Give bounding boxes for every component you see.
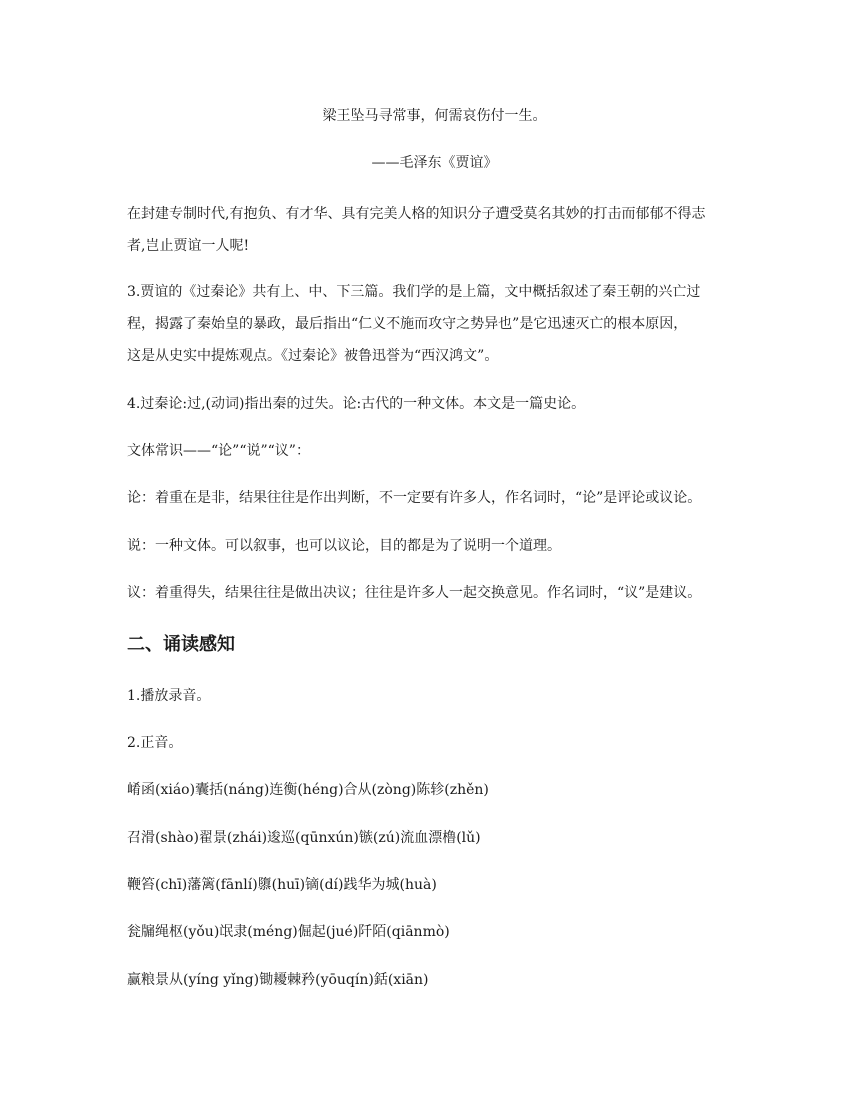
genre-lun: 论：着重在是非，结果往往是作出判断，不一定要有许多人，作名词时，“论”是评论或议论。 — [127, 490, 702, 506]
section-heading: 二、诵读感知 — [127, 634, 235, 655]
genre-shuo: 说：一种文体。可以叙事，也可以议论，目的都是为了说明一个道理。 — [127, 538, 561, 554]
paragraph-3 — [127, 276, 742, 372]
pronunciation-line: 赢粮景从(yíng yǐng)锄耰棘矜(yōuqín)銛(xiān) — [127, 972, 429, 988]
paragraph-line: 程，揭露了秦始皇的暴政，最后指出“仁义不施而攻守之势异也”是它迅速灭亡的根本原因， — [127, 316, 688, 332]
genre-yi: 议：着重得失，结果往往是做出决议；往往是许多人一起交换意见。作名词时，“议”是建议。 — [127, 585, 702, 601]
paragraph-4: 4.过秦论:过,(动词)指出秦的过失。论:古代的一种文体。本文是一篇史论。 — [127, 396, 586, 412]
genre-title: 文体常识——“论”“说”“议”： — [127, 443, 310, 459]
poem-line: 梁王坠马寻常事，何需哀伤付一生。 — [322, 108, 547, 124]
poem-attribution: ——毛泽东《贾谊》 — [371, 155, 498, 171]
pronunciation-line: 崤函(xiáo)囊括(náng)连衡(héng)合从(zòng)陈轸(zhěn) — [127, 782, 489, 798]
list-item: 1.播放录音。 — [127, 688, 211, 704]
paragraph-line: 在封建专制时代,有抱负、有才华、具有完美人格的知识分子遭受莫名其妙的打击而郁郁不得志 — [127, 206, 706, 222]
pronunciation-line: 召滑(shào)翟景(zhái)逡巡(qūnxún)镞(zú)流血漂橹(lǔ) — [127, 830, 481, 846]
paragraph-line: 这是从史实中提炼观点。《过秦论》被鲁迅誉为“西汉鸿文”。 — [127, 348, 499, 364]
paragraph-line: 3.贾谊的《过秦论》共有上、中、下三篇。我们学的是上篇，文中概括叙述了秦王朝的兴亡过 — [127, 284, 701, 300]
paragraph-feudal — [127, 198, 742, 262]
paragraph-line: 者,岂止贾谊一人呢! — [127, 238, 250, 254]
pronunciation-line: 鞭笞(chī)藩篱(fānlí)隳(huī)镝(dí)践华为城(huà) — [127, 877, 437, 893]
pronunciation-line: 瓮牖绳枢(yǒu)氓隶(méng)倔起(jué)阡陌(qiānmò) — [127, 924, 450, 940]
list-item: 2.正音。 — [127, 735, 183, 751]
